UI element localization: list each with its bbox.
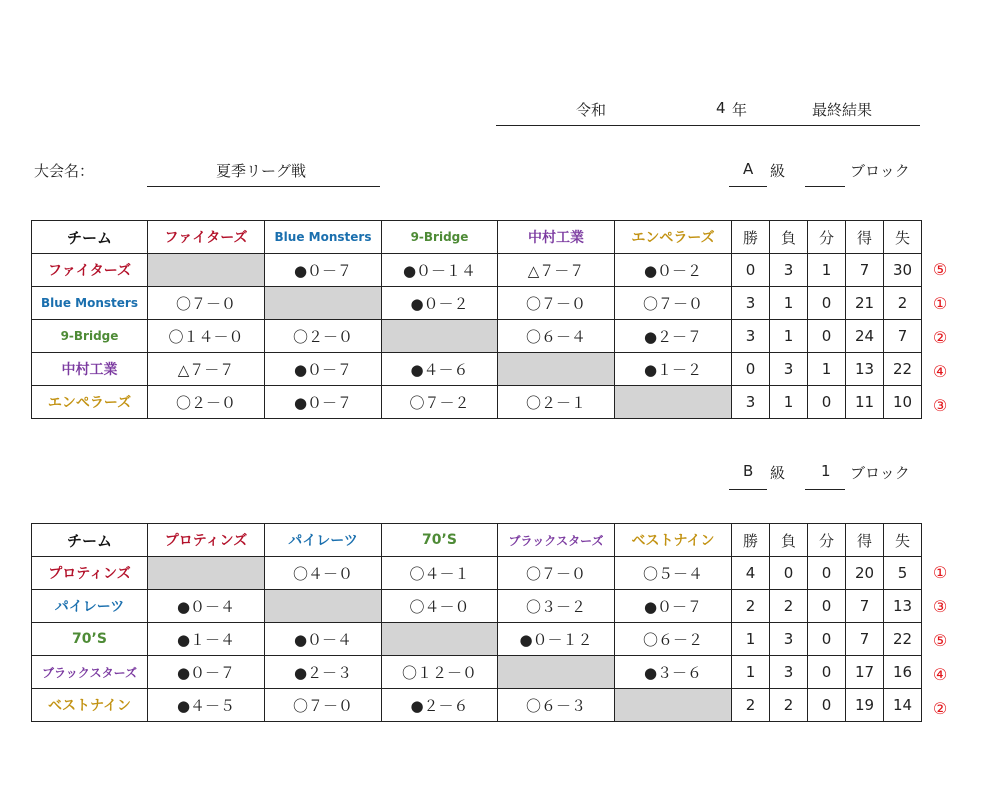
stat-value: 0: [732, 254, 770, 287]
match-result: 〇６－２: [615, 623, 732, 656]
block-a-block-label: ブロック: [850, 162, 910, 180]
stat-value: 3: [770, 353, 808, 386]
team-name: ファイターズ: [32, 254, 148, 287]
stat-value: 7: [846, 254, 884, 287]
match-result: 〇７－０: [265, 689, 382, 722]
stat-value: 0: [808, 623, 846, 656]
match-result: 〇２－０: [148, 386, 265, 419]
stat-value: 30: [884, 254, 922, 287]
match-result: ●０－４: [148, 590, 265, 623]
team-column-header: チーム: [32, 524, 148, 557]
match-result: 〇４－１: [382, 557, 498, 590]
match-result: 〇７－２: [382, 386, 498, 419]
stat-header: 負: [770, 524, 808, 557]
stat-value: 1: [732, 656, 770, 689]
self-match-cell: [615, 386, 732, 419]
opponent-header: 9-Bridge: [382, 221, 498, 254]
stat-value: 7: [846, 623, 884, 656]
block-a-block-underline: [805, 186, 845, 187]
stat-value: 24: [846, 320, 884, 353]
stat-value: 3: [770, 656, 808, 689]
stat-value: 0: [808, 287, 846, 320]
stat-value: 1: [770, 386, 808, 419]
stat-value: 1: [732, 623, 770, 656]
match-result: △７－７: [148, 353, 265, 386]
opponent-header: ブラックスターズ: [498, 524, 615, 557]
stat-value: 1: [808, 353, 846, 386]
block-b-block-value: 1: [821, 462, 831, 480]
self-match-cell: [265, 590, 382, 623]
stat-header: 勝: [732, 524, 770, 557]
match-result: 〇７－０: [148, 287, 265, 320]
team-name: 中村工業: [32, 353, 148, 386]
rank-badge: ①: [932, 294, 948, 313]
stat-value: 3: [732, 320, 770, 353]
match-result: 〇１４－０: [148, 320, 265, 353]
rank-badge: ④: [932, 362, 948, 381]
stat-value: 22: [884, 353, 922, 386]
stat-header: 得: [846, 221, 884, 254]
stat-value: 2: [770, 689, 808, 722]
stat-value: 1: [770, 287, 808, 320]
table-row: [32, 590, 922, 623]
self-match-cell: [498, 656, 615, 689]
stat-header: 負: [770, 221, 808, 254]
match-result: 〇６－４: [498, 320, 615, 353]
match-result: 〇７－０: [498, 287, 615, 320]
result-label: 最終結果: [812, 101, 873, 119]
stat-value: 3: [732, 386, 770, 419]
match-result: 〇４－０: [265, 557, 382, 590]
table-row: [32, 353, 922, 386]
self-match-cell: [382, 320, 498, 353]
match-result: ●０－１２: [498, 623, 615, 656]
team-name: ブラックスターズ: [32, 656, 148, 689]
stat-value: 2: [884, 287, 922, 320]
stat-value: 3: [770, 623, 808, 656]
stat-value: 2: [770, 590, 808, 623]
block-a-class-value: A: [743, 160, 754, 178]
stat-header: 得: [846, 524, 884, 557]
rank-badge: ③: [932, 597, 948, 616]
block-b-block-underline: [805, 489, 845, 490]
block-a-class-underline: [729, 186, 767, 187]
opponent-header: Blue Monsters: [265, 221, 382, 254]
match-result: 〇７－０: [498, 557, 615, 590]
stat-value: 21: [846, 287, 884, 320]
stat-value: 2: [732, 689, 770, 722]
stat-value: 3: [732, 287, 770, 320]
match-result: ●０－２: [615, 254, 732, 287]
year-value: 4: [716, 99, 726, 117]
team-name: 70’S: [32, 623, 148, 656]
stat-value: 1: [808, 254, 846, 287]
block-b-class-label: 級: [770, 464, 786, 482]
self-match-cell: [265, 287, 382, 320]
stat-value: 0: [808, 656, 846, 689]
rank-badge: ①: [932, 563, 948, 582]
match-result: ●０－１４: [382, 254, 498, 287]
rank-badge: ③: [932, 396, 948, 415]
opponent-header: ベストナイン: [615, 524, 732, 557]
match-result: ●４－５: [148, 689, 265, 722]
stat-value: 19: [846, 689, 884, 722]
rank-badge: ②: [932, 328, 948, 347]
tournament-underline: [147, 186, 380, 187]
table-row: [32, 386, 922, 419]
team-name: ベストナイン: [32, 689, 148, 722]
stat-value: 20: [846, 557, 884, 590]
header-row: [32, 524, 922, 557]
stat-header: 分: [808, 524, 846, 557]
match-result: 〇３－２: [498, 590, 615, 623]
match-result: ●３－６: [615, 656, 732, 689]
header-row: [32, 221, 922, 254]
stat-value: 2: [732, 590, 770, 623]
match-result: ●０－７: [265, 254, 382, 287]
table-row: [32, 287, 922, 320]
self-match-cell: [148, 254, 265, 287]
stat-value: 0: [808, 320, 846, 353]
stat-header: 分: [808, 221, 846, 254]
stat-value: 1: [770, 320, 808, 353]
stat-value: 11: [846, 386, 884, 419]
team-name: プロティンズ: [32, 557, 148, 590]
stat-value: 0: [770, 557, 808, 590]
match-result: ●０－７: [615, 590, 732, 623]
match-result: 〇７－０: [615, 287, 732, 320]
stat-value: 4: [732, 557, 770, 590]
team-name: エンペラーズ: [32, 386, 148, 419]
match-result: ●０－７: [148, 656, 265, 689]
table-row: [32, 557, 922, 590]
stat-header: 失: [884, 221, 922, 254]
stat-value: 0: [808, 689, 846, 722]
match-result: ●１－２: [615, 353, 732, 386]
stat-value: 13: [884, 590, 922, 623]
match-result: 〇６－３: [498, 689, 615, 722]
rank-badge: ④: [932, 665, 948, 684]
opponent-header: パイレーツ: [265, 524, 382, 557]
stat-value: 17: [846, 656, 884, 689]
table-row: [32, 623, 922, 656]
rank-badge: ⑤: [932, 260, 948, 279]
stat-value: 10: [884, 386, 922, 419]
table-row: [32, 656, 922, 689]
stat-value: 0: [808, 557, 846, 590]
stat-value: 0: [808, 386, 846, 419]
opponent-header: 中村工業: [498, 221, 615, 254]
stat-value: 7: [846, 590, 884, 623]
match-result: △７－７: [498, 254, 615, 287]
block-a-class-label: 級: [770, 162, 786, 180]
stat-header: 失: [884, 524, 922, 557]
stat-value: 16: [884, 656, 922, 689]
league-table-a: [31, 220, 922, 419]
match-result: ●０－７: [265, 353, 382, 386]
self-match-cell: [148, 557, 265, 590]
tournament-label: 大会名：: [34, 162, 95, 180]
stat-value: 13: [846, 353, 884, 386]
stat-value: 0: [808, 590, 846, 623]
match-result: ●２－７: [615, 320, 732, 353]
match-result: ●０－４: [265, 623, 382, 656]
table-row: [32, 254, 922, 287]
league-table-b: [31, 523, 922, 722]
team-name: 9-Bridge: [32, 320, 148, 353]
match-result: ●０－２: [382, 287, 498, 320]
self-match-cell: [498, 353, 615, 386]
opponent-header: 70’S: [382, 524, 498, 557]
opponent-header: プロティンズ: [148, 524, 265, 557]
match-result: ●１－４: [148, 623, 265, 656]
team-column-header: チーム: [32, 221, 148, 254]
block-b-class-value: B: [743, 462, 754, 480]
self-match-cell: [615, 689, 732, 722]
team-name: Blue Monsters: [32, 287, 148, 320]
stat-value: 3: [770, 254, 808, 287]
year-unit: 年: [732, 101, 748, 119]
self-match-cell: [382, 623, 498, 656]
match-result: ●４－６: [382, 353, 498, 386]
match-result: 〇２－１: [498, 386, 615, 419]
header-underline: [496, 125, 920, 126]
block-b-class-underline: [729, 489, 767, 490]
opponent-header: ファイターズ: [148, 221, 265, 254]
match-result: 〇１２－０: [382, 656, 498, 689]
stat-header: 勝: [732, 221, 770, 254]
era-label: 令和: [576, 101, 607, 119]
match-result: ●２－６: [382, 689, 498, 722]
match-result: ●２－３: [265, 656, 382, 689]
block-b-block-label: ブロック: [850, 464, 910, 482]
stat-value: 14: [884, 689, 922, 722]
stat-value: 5: [884, 557, 922, 590]
rank-badge: ②: [932, 699, 948, 718]
match-result: 〇５－４: [615, 557, 732, 590]
team-name: パイレーツ: [32, 590, 148, 623]
rank-badge: ⑤: [932, 631, 948, 650]
stat-value: 7: [884, 320, 922, 353]
tournament-name: 夏季リーグ戦: [216, 162, 307, 180]
table-row: [32, 689, 922, 722]
stat-value: 22: [884, 623, 922, 656]
match-result: ●０－７: [265, 386, 382, 419]
stat-value: 0: [732, 353, 770, 386]
table-row: [32, 320, 922, 353]
match-result: 〇４－０: [382, 590, 498, 623]
opponent-header: エンペラーズ: [615, 221, 732, 254]
match-result: 〇２－０: [265, 320, 382, 353]
